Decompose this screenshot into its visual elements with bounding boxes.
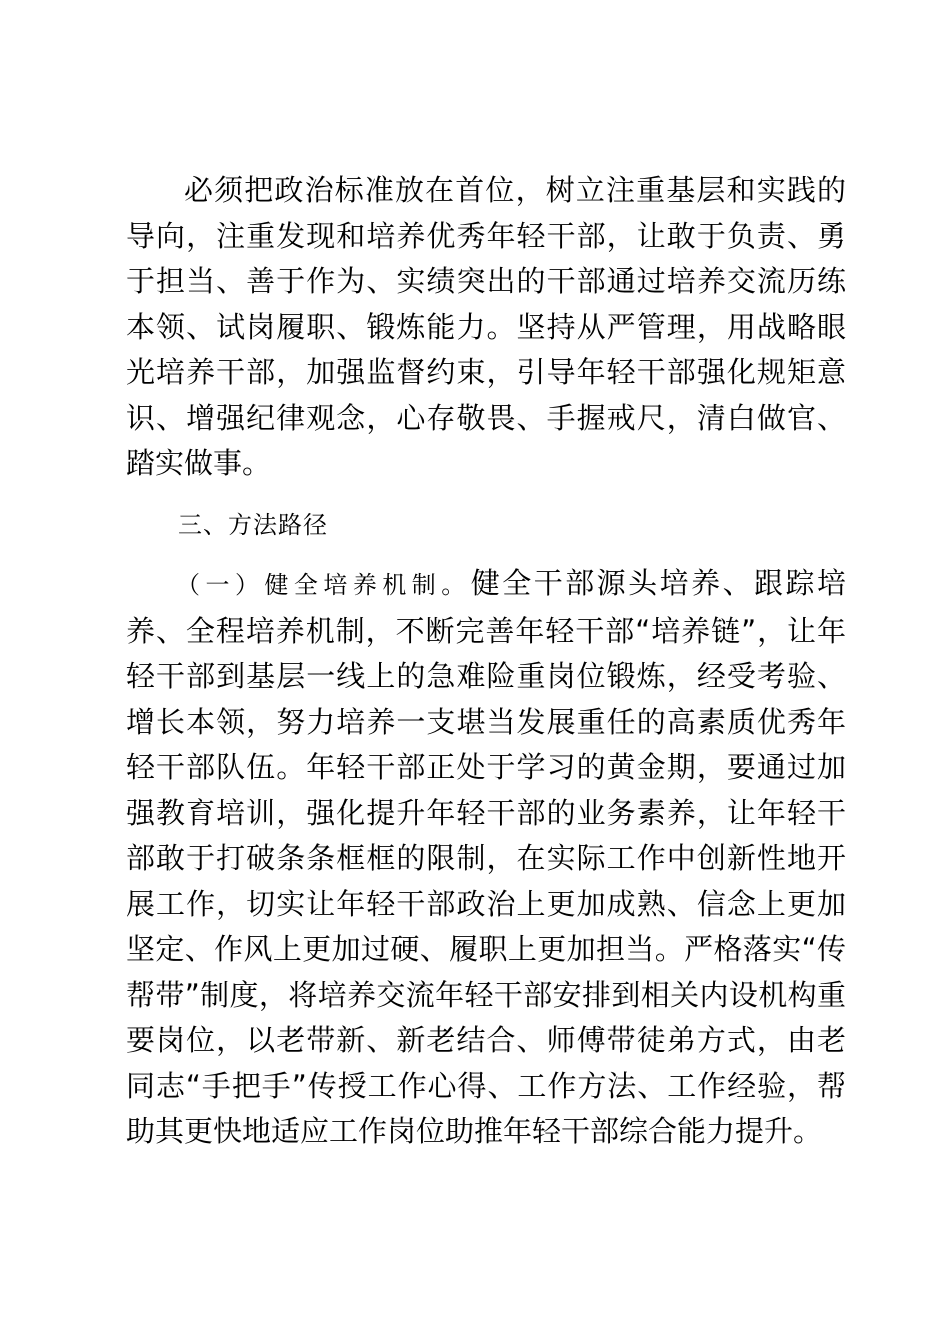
paragraph-political-standards: 必须把政治标准放在首位，树立注重基层和实践的导向，注重发现和培养优秀年轻干部，让敢于负责、勇于担当、善于作为、实绩突出的干部通过培养交流历练本领、试岗履职、锻炼能力。坚持从严管理，用战略眼光培养干部，加强监督约束，引导年轻干部强化规矩意识、增强纪律观念，心存敬畏、手握戒尺，清白做官、踏实做事。	[126, 173, 846, 480]
paragraph-body: 健全干部源头培养、跟踪培养、全程培养机制，不断完善年轻干部“培养链”，让年轻干部到基层一线上的急难险重岗位锻炼，经受考验、增长本领，努力培养一支堪当发展重任的高素质优秀年轻干部队伍。年轻干部正处于学习的黄金期，要通过加强教育培训，强化提升年轻干部的业务素养，让年轻干部敢于打破条条框框的限制，在实际工作中创新性地开展工作，切实让年轻干部政治上更加成熟、信念上更加坚定、作风上更加过硬、履职上更加担当。严格落实“传帮带”制度，将培养交流年轻干部安排到相关内设机构重要岗位，以老带新、新老结合、师傅带徒弟方式，由老同志“手把手”传授工作心得、工作方法、工作经验，帮助其更快地适应工作岗位助推年轻干部综合能力提升。	[126, 566, 846, 1148]
section-heading: 三、方法路径	[178, 511, 328, 539]
paragraph-subheading: （一）健全培养机制。	[176, 571, 471, 599]
paragraph-training-mechanism	[126, 561, 846, 1155]
